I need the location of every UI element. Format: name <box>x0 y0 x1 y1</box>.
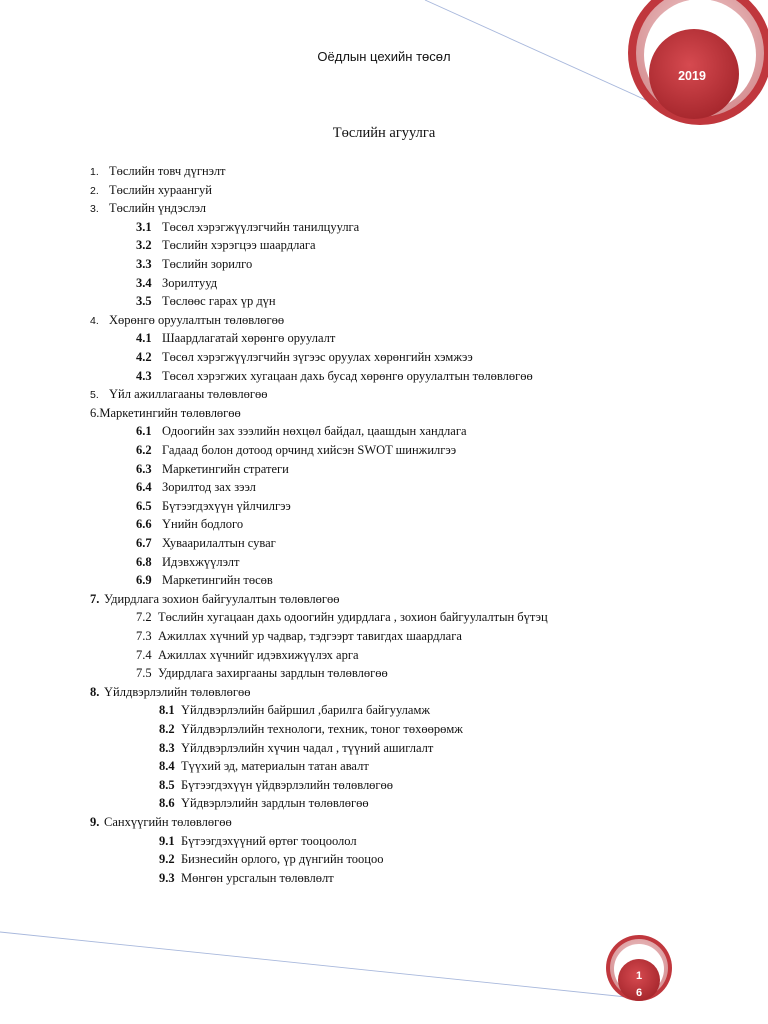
toc-item <box>136 516 243 532</box>
toc-item-text: Бүтээгдэхүүн үйлчилгээ <box>162 498 291 513</box>
toc-item-text: Төсөл хэрэгжих хугацаан дахь бусад хөрөнгө оруулалтын төлөвлөгөө <box>162 368 533 383</box>
toc-item-text: Хөрөнгө оруулалтын төлөвлөгөө <box>109 312 285 327</box>
year-label: 2019 <box>678 69 706 83</box>
toc-item <box>159 851 383 867</box>
toc-item-number: 1. <box>90 166 99 178</box>
toc-item <box>136 554 239 570</box>
toc-item <box>136 665 388 681</box>
toc-item-number: 9. <box>90 815 100 829</box>
toc-item <box>90 200 206 217</box>
toc-item-number: 3. <box>90 203 99 216</box>
toc-item-number: 8.1 <box>159 703 175 718</box>
toc-item <box>159 758 369 774</box>
toc-item-text: Төслийн үндэслэл <box>109 201 207 216</box>
toc-item-text: Үйлдвэрлэлийн байршил ,барилга байгууламж <box>181 703 431 718</box>
toc-item-number: 8.6 <box>159 796 175 811</box>
page-number-part: 6 <box>635 987 643 999</box>
toc-item <box>90 182 212 199</box>
toc-item <box>136 498 291 514</box>
toc-item-number: 7.5 <box>136 666 152 681</box>
toc-item-text: Идэвхжүүлэлт <box>162 554 240 569</box>
toc-item <box>136 442 456 458</box>
toc-item <box>136 461 289 477</box>
toc-item-text: Ажиллах хүчний ур чадвар, тэдгээрт тавигдах шаардлага <box>158 629 462 643</box>
toc-item <box>90 386 267 403</box>
toc-item-text: Үйлдвэрлэлийн хүчин чадал , түүний ашиглалт <box>181 740 434 755</box>
toc-item-number: 6.4 <box>136 480 152 495</box>
toc-item-text: Үйлдвэрлэлийн төлөвлөгөө <box>104 684 251 699</box>
toc-item <box>90 684 251 700</box>
toc-item-number: 3.1 <box>136 219 152 234</box>
toc-item <box>159 870 334 886</box>
toc-item-text: 6.Маркетингийн төлөвлөгөө <box>90 405 241 420</box>
toc-item-number: 7.3 <box>136 629 152 643</box>
toc-item <box>136 572 273 588</box>
header-title: Оёдлын цехийн төсөл <box>317 49 451 64</box>
toc-item-number: 6.5 <box>136 498 152 513</box>
toc-item-text: Санхүүгийн төлөвлөгөө <box>104 815 232 829</box>
toc-item <box>136 349 473 365</box>
toc-item <box>136 628 462 644</box>
toc-item-text: Маркетингийн төсөв <box>162 573 273 588</box>
toc-item-number: 6.8 <box>136 554 152 569</box>
toc-item <box>90 163 226 180</box>
toc-item-text: Зорилтууд <box>162 275 218 290</box>
toc-item-number: 7. <box>90 591 100 606</box>
toc-item-text: Маркетингийн стратеги <box>162 461 289 476</box>
toc-item-number: 4.1 <box>136 331 152 346</box>
toc-item <box>136 647 359 663</box>
toc-item-text: Төслийн зорилго <box>162 257 253 271</box>
toc-item-text: Түүхий эд, материалын татан авалт <box>181 759 369 774</box>
toc-item <box>136 479 256 495</box>
toc-item-number: 9.1 <box>159 833 175 848</box>
toc-item-number: 9.2 <box>159 852 175 867</box>
toc-item-number: 9.3 <box>159 870 175 885</box>
toc-item-text: Төслөөс гарах үр дүн <box>162 294 276 309</box>
toc-item-number: 7.4 <box>136 647 152 662</box>
toc-item-number: 6.6 <box>136 517 152 532</box>
toc-item-number: 7.2 <box>136 610 152 625</box>
toc-item-number: 3.4 <box>136 275 152 290</box>
toc-item <box>136 275 217 291</box>
toc-item-text: Зорилтод зах зээл <box>162 480 256 495</box>
toc-item-text: Үйдвэрлэлийн зардлын төлөвлөгөө <box>181 796 369 811</box>
toc-item <box>159 833 357 849</box>
toc-item <box>90 405 241 421</box>
toc-title: Төслийн агуулга <box>332 125 436 141</box>
toc-item-text: Бүтээгдэхүүний өртөг тооцоолол <box>181 833 357 848</box>
toc-item-number: 2. <box>90 184 99 197</box>
toc-item <box>136 293 276 309</box>
toc-item-number: 6.9 <box>136 573 152 588</box>
toc-item-text: Төслийн хураангуй <box>109 182 212 197</box>
bottom-decor-line <box>0 932 636 998</box>
toc-item <box>136 237 316 253</box>
toc-item-text: Шаардлагатай хөрөнгө оруулалт <box>162 331 336 346</box>
toc-item-text: Хуваарилалтын суваг <box>162 536 276 550</box>
toc-item-number: 8.3 <box>159 740 175 755</box>
toc-item-text: Үнийн бодлого <box>162 517 244 532</box>
toc-item-number: 8.5 <box>159 777 175 792</box>
toc-item-text: Удирдлага захиргааны зардлын төлөвлөгөө <box>158 666 388 681</box>
toc-item <box>136 256 252 272</box>
page-number-part: 1 <box>635 970 643 982</box>
toc-item <box>90 312 284 329</box>
toc-item-text: Төслийн хугацаан дахь одоогийн удирдлага , зохион байгуулалтын бүтэц <box>158 610 548 625</box>
toc-item-number: 8.2 <box>159 722 175 736</box>
toc-item <box>136 330 335 346</box>
toc-item-text: Төсөл хэрэгжүүлэгчийн танилцуулга <box>162 219 360 234</box>
toc-item-number: 4.3 <box>136 368 152 383</box>
toc-item <box>159 795 369 811</box>
toc-item <box>136 219 359 235</box>
toc-item <box>159 777 393 793</box>
toc-item-number: 8.4 <box>159 759 175 774</box>
toc-item-number: 6.3 <box>136 461 152 476</box>
toc-item-text: Удирдлага зохион байгуулалтын төлөвлөгөө <box>104 591 340 606</box>
page-number <box>628 968 650 1002</box>
toc-item-number: 6.1 <box>136 424 152 439</box>
toc-item <box>159 721 463 737</box>
toc-item-number: 3.5 <box>136 294 152 309</box>
toc-item-text: Мөнгөн урсгалын төлөвлөлт <box>181 870 334 885</box>
toc-item-number: 6.2 <box>136 443 152 457</box>
toc-item <box>159 740 433 756</box>
toc-item-text: Төсөл хэрэгжүүлэгчийн зүгээс оруулах хөрөнгийн хэмжээ <box>162 350 473 364</box>
toc-item-text: Үйлдвэрлэлийн технологи, техник, тоног төхөөрөмж <box>181 722 463 736</box>
toc-item-text: Одоогийн зах зээлийн нөхцөл байдал, цаашдын хандлага <box>162 424 467 439</box>
toc-item-number: 8. <box>90 684 100 699</box>
toc-item-number: 3.2 <box>136 238 152 253</box>
toc-item <box>136 609 548 625</box>
toc-item <box>136 423 467 439</box>
toc-item <box>136 368 533 384</box>
toc-item-number: 4.2 <box>136 350 152 364</box>
toc-item-number: 3.3 <box>136 257 152 271</box>
toc-item-text: Гадаад болон дотоод орчинд хийсэн SWOT шинжилгээ <box>162 443 457 457</box>
toc-item-number: 5. <box>90 389 99 402</box>
toc-item-text: Ажиллах хүчнийг идэвхижүүлэх арга <box>158 647 359 662</box>
toc-item-text: Бизнесийн орлого, үр дүнгийн тооцоо <box>181 852 384 867</box>
toc-item-text: Төслийн товч дүгнэлт <box>109 164 226 178</box>
toc-item-text: Төслийн хэрэгцээ шаардлага <box>162 238 316 253</box>
toc-item <box>136 535 276 551</box>
toc-item-number: 6.7 <box>136 536 152 550</box>
toc-item <box>159 702 430 718</box>
toc-item-text: Бүтээгдэхүүн үйдвэрлэлийн төлөвлөгөө <box>181 777 394 792</box>
toc-item <box>90 591 340 607</box>
toc-item-number: 4. <box>90 314 99 327</box>
toc-item <box>90 814 232 830</box>
toc-item-text: Үйл ажиллагааны төлөвлөгөө <box>109 387 268 402</box>
